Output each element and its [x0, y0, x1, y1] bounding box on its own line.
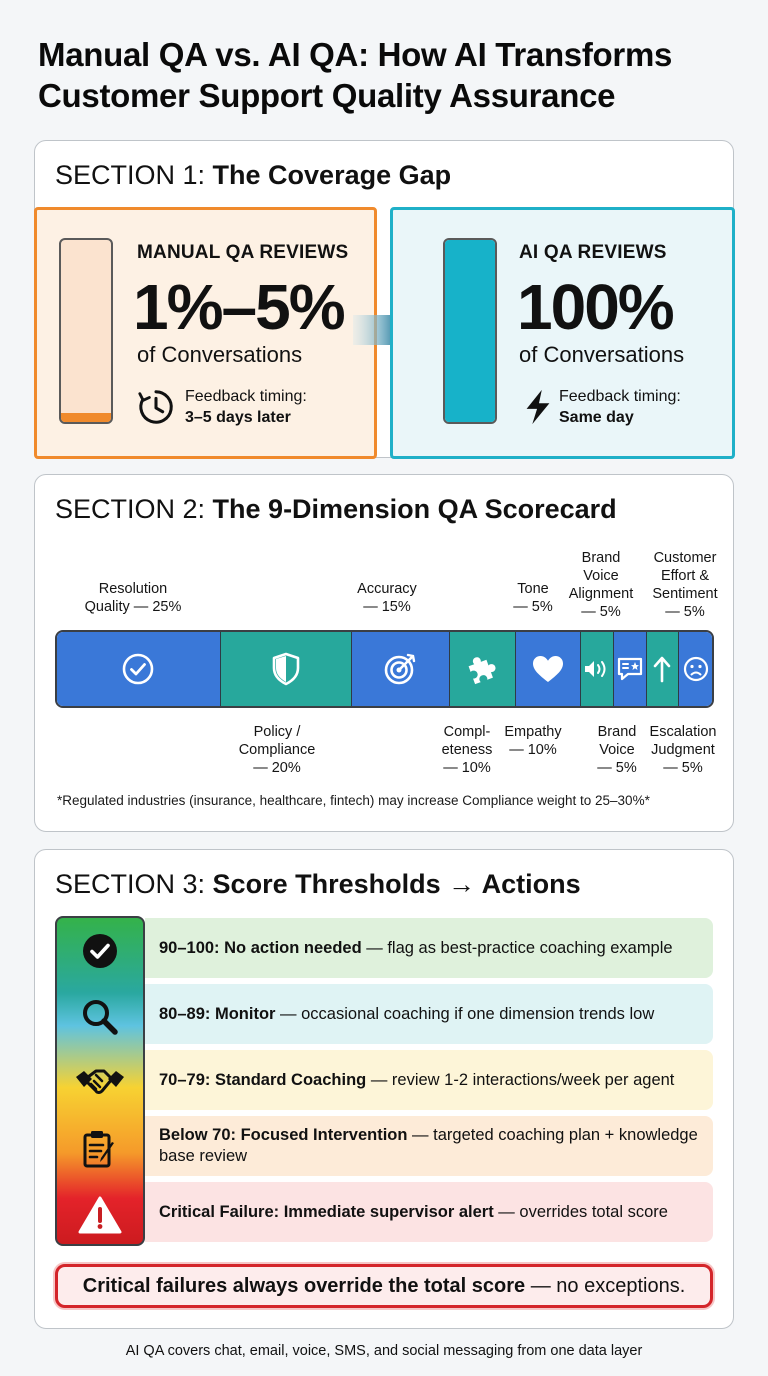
handshake-icon	[74, 1065, 126, 1101]
section-thresholds	[34, 849, 734, 1329]
section3-heading: SECTION 3: Score Thresholds → Actions	[55, 869, 581, 899]
manual-coverage-bar	[59, 238, 113, 424]
footer-note: AI QA covers chat, email, voice, SMS, and social messaging from one data layer	[125, 1343, 643, 1359]
chat-star-icon	[616, 656, 644, 682]
manual-qa-label: MANUAL QA REVIEWS	[137, 242, 349, 263]
warning-icon	[78, 1195, 122, 1235]
manual-qa-panel	[34, 207, 377, 459]
magnifier-icon	[80, 997, 120, 1037]
heart-icon	[531, 654, 565, 684]
shield-icon	[271, 652, 301, 686]
threshold-row-80-89: 80–89: Monitor — occasional coaching if one dimension trends low	[145, 984, 713, 1044]
section-coverage-gap	[34, 140, 734, 458]
compliance-footnote: *Regulated industries (insurance, healthcare, fintech) may increase Compliance weight to 25–30%*	[57, 793, 650, 808]
sad-face-icon	[683, 656, 709, 682]
segment-accuracy	[352, 632, 450, 706]
checkmark-circle-icon	[121, 652, 155, 686]
dimension-label-tone: Tone — 5%	[513, 581, 553, 615]
puzzle-icon	[465, 652, 499, 686]
ai-qa-panel	[390, 207, 735, 459]
segment-escalation-judgment	[647, 632, 680, 706]
threshold-icon-cell-1	[57, 918, 143, 984]
threshold-icon-cell-5	[57, 1182, 143, 1246]
speaker-icon	[583, 658, 611, 680]
manual-qa-value: 1%–5%	[133, 271, 344, 343]
manual-qa-of: of Conversations	[137, 342, 303, 367]
segment-customer-effort	[679, 632, 712, 706]
clipboard-icon	[81, 1129, 119, 1169]
threshold-icon-cell-3	[57, 1050, 143, 1116]
section-scorecard	[34, 474, 734, 832]
threshold-row-critical: Critical Failure: Immediate supervisor alert — overrides total score	[145, 1182, 713, 1242]
segment-policy-compliance	[221, 632, 352, 706]
manual-feedback-timing: Feedback timing: 3–5 days later	[185, 388, 307, 426]
dimension-label-brand-voice: Brand Voice — 5%	[597, 724, 637, 776]
check-badge-icon	[80, 931, 120, 971]
ai-qa-of: of Conversations	[519, 342, 685, 367]
critical-override-banner: Critical failures always override the total score — no exceptions.	[55, 1264, 713, 1308]
dimension-label-policy: Policy / Compliance — 20%	[238, 724, 316, 776]
threshold-icon-cell-2	[57, 984, 143, 1050]
ai-qa-value: 100%	[517, 271, 673, 343]
ai-coverage-bar	[443, 238, 497, 424]
dimension-label-accuracy: Accuracy — 15%	[357, 581, 417, 615]
ai-coverage-fill	[445, 240, 495, 422]
dimension-label-empathy: Empathy — 10%	[504, 724, 562, 758]
threshold-row-below-70: Below 70: Focused Intervention — targeted coaching plan + knowledge base review	[145, 1116, 713, 1176]
segment-resolution-quality	[57, 632, 221, 706]
dimension-label-escalation: Escalation Judgment — 5%	[649, 724, 717, 776]
dimension-label-customer-effort: Customer Effort & Sentiment — 5%	[652, 550, 718, 620]
threshold-color-strip	[55, 916, 145, 1246]
ai-qa-label: AI QA REVIEWS	[519, 242, 667, 263]
threshold-row-70-79: 70–79: Standard Coaching — review 1-2 interactions/week per agent	[145, 1050, 713, 1110]
dimension-label-resolution: Resolution Quality — 25%	[84, 581, 182, 615]
segment-tone	[581, 632, 614, 706]
manual-coverage-fill	[61, 413, 111, 422]
ai-feedback-timing: Feedback timing: Same day	[559, 388, 681, 426]
scorecard-bar	[55, 630, 714, 708]
section1-heading: SECTION 1: The Coverage Gap	[55, 160, 452, 190]
threshold-icon-cell-4	[57, 1116, 143, 1182]
section2-heading: SECTION 2: The 9-Dimension QA Scorecard	[55, 494, 617, 524]
clock-icon	[137, 388, 175, 426]
page-title: Manual QA vs. AI QA: How AI Transforms Customer Support Quality Assurance	[38, 36, 673, 114]
threshold-row-90-100: 90–100: No action needed — flag as best-practice coaching example	[145, 918, 713, 978]
dimension-label-completeness: Compl- eteness — 10%	[441, 724, 493, 776]
target-icon	[382, 651, 418, 687]
segment-brand-voice	[614, 632, 647, 706]
segment-empathy	[516, 632, 582, 706]
dimension-label-brand-voice-alignment: Brand Voice Alignment — 5%	[568, 550, 634, 620]
arrow-up-icon	[652, 654, 672, 684]
segment-completeness	[450, 632, 516, 706]
lightning-icon	[519, 388, 557, 426]
